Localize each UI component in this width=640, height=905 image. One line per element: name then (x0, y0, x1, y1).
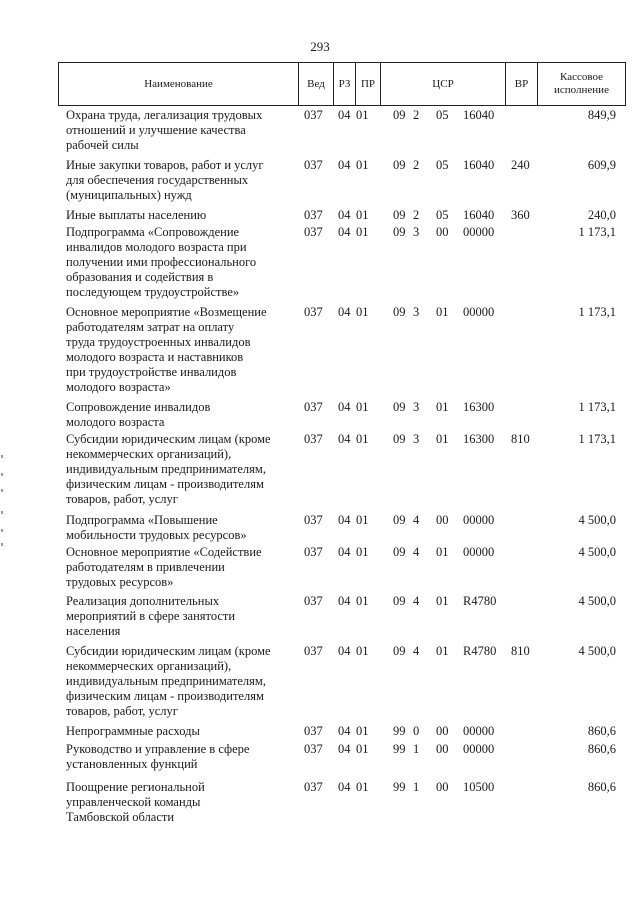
row-pr: 01 (356, 225, 369, 239)
row-pr: 01 (356, 305, 369, 319)
row-pr: 01 (356, 432, 369, 446)
row-name-line: молодого возраста (66, 415, 165, 429)
row-amount: 1 173,1 (578, 400, 616, 414)
row-name (66, 742, 296, 772)
header-pr: ПР (355, 63, 380, 105)
row-csr-event: 00 (436, 225, 449, 239)
row-ved: 037 (304, 158, 323, 172)
row-name-line: Реализация дополнительных (66, 594, 220, 608)
row-csr-subprogram: 4 (413, 594, 420, 608)
row-name-line: некоммерческих организаций), (66, 447, 232, 461)
row-csr-event: 01 (436, 432, 449, 446)
row-csr-event: 01 (436, 594, 449, 608)
row-pr: 01 (356, 780, 369, 794)
header-vr: ВР (505, 63, 537, 105)
row-name-line: населения (66, 624, 121, 638)
row-pr: 01 (356, 742, 369, 756)
row-csr-subprogram: 3 (413, 432, 420, 446)
row-name-line: мероприятий в сфере занятости (66, 609, 236, 623)
header-ved: Вед (298, 63, 333, 105)
row-name-line: трудовых ресурсов» (66, 575, 174, 589)
row-name-line: Подпрограмма «Сопровождение (66, 225, 240, 239)
row-amount: 1 173,1 (578, 305, 616, 319)
row-csr-event: 01 (436, 305, 449, 319)
row-name-line: Поощрение региональной (66, 780, 205, 794)
row-name-line: Основное мероприятие «Содействие (66, 545, 262, 559)
row-rz: 04 (338, 545, 351, 559)
row-csr-program: 09 (393, 225, 406, 239)
table-row (0, 108, 640, 153)
row-amount: 860,6 (587, 724, 616, 738)
row-name-line: инвалидов молодого возраста при (66, 240, 247, 254)
row-name-line: управленческой команды (66, 795, 201, 809)
row-csr-event: 00 (436, 513, 449, 527)
row-amount: 849,9 (587, 108, 616, 122)
table-row (0, 208, 640, 223)
row-csr-event: 01 (436, 545, 449, 559)
row-csr-subprogram: 4 (413, 545, 420, 559)
row-csr-subprogram: 3 (413, 305, 420, 319)
row-csr-subprogram: 2 (413, 158, 420, 172)
row-csr-program: 09 (393, 158, 406, 172)
row-ved: 037 (304, 545, 323, 559)
row-ved: 037 (304, 225, 323, 239)
row-csr-subprogram: 3 (413, 225, 420, 239)
row-vr: 360 (511, 208, 530, 222)
row-csr-program: 09 (393, 644, 406, 658)
row-amount: 4 500,0 (578, 545, 616, 559)
row-name-line: Непрограммные расходы (66, 724, 200, 738)
row-csr-direction: R4780 (463, 594, 497, 608)
row-name-line: Субсидии юридическим лицам (кроме (66, 432, 271, 446)
row-csr-program: 09 (393, 305, 406, 319)
row-name-line: при трудоустройстве инвалидов (66, 365, 237, 379)
row-rz: 04 (338, 400, 351, 414)
row-rz: 04 (338, 305, 351, 319)
row-ved: 037 (304, 513, 323, 527)
row-pr: 01 (356, 158, 369, 172)
row-csr-program: 09 (393, 594, 406, 608)
row-name (66, 545, 296, 590)
row-name-line: работодателям в привлечении (66, 560, 225, 574)
row-csr-subprogram: 1 (413, 742, 420, 756)
row-pr: 01 (356, 545, 369, 559)
row-name-line: товаров, работ, услуг (66, 704, 178, 718)
row-csr-direction: 16040 (463, 208, 495, 222)
row-csr-program: 09 (393, 208, 406, 222)
row-name-line: Основное мероприятие «Возмещение (66, 305, 267, 319)
table-row (0, 305, 640, 395)
row-csr-subprogram: 4 (413, 513, 420, 527)
row-amount: 1 173,1 (578, 225, 616, 239)
header-execution-line1: Кассовое (560, 71, 603, 83)
row-name-line: Иные закупки товаров, работ и услуг (66, 158, 264, 172)
row-name-line: индивидуальным предпринимателям, (66, 462, 266, 476)
row-csr-subprogram: 2 (413, 108, 420, 122)
row-pr: 01 (356, 513, 369, 527)
row-csr-direction: 16040 (463, 158, 495, 172)
row-pr: 01 (356, 400, 369, 414)
row-ved: 037 (304, 594, 323, 608)
row-name (66, 594, 296, 639)
row-name-line: молодого возраста» (66, 380, 171, 394)
row-name-line: последующем трудоустройстве» (66, 285, 240, 299)
row-ved: 037 (304, 305, 323, 319)
row-rz: 04 (338, 158, 351, 172)
row-amount: 4 500,0 (578, 644, 616, 658)
header-rz: РЗ (333, 63, 355, 105)
row-csr-program: 09 (393, 108, 406, 122)
row-csr-program: 09 (393, 513, 406, 527)
row-amount: 240,0 (587, 208, 616, 222)
row-pr: 01 (356, 108, 369, 122)
table-row (0, 724, 640, 739)
table-row (0, 400, 640, 430)
row-ved: 037 (304, 432, 323, 446)
row-ved: 037 (304, 780, 323, 794)
header-execution-line2: исполнение (554, 84, 609, 96)
row-csr-direction: 00000 (463, 305, 495, 319)
row-name-line: физическим лицам - производителям (66, 689, 264, 703)
row-csr-direction: 00000 (463, 225, 495, 239)
row-csr-subprogram: 2 (413, 208, 420, 222)
row-name-line: физическим лицам - производителям (66, 477, 264, 491)
row-vr: 240 (511, 158, 530, 172)
row-csr-event: 00 (436, 724, 449, 738)
row-csr-event: 05 (436, 108, 449, 122)
row-csr-direction: 16040 (463, 108, 495, 122)
row-rz: 04 (338, 780, 351, 794)
table-row (0, 545, 640, 590)
row-rz: 04 (338, 594, 351, 608)
row-csr-program: 09 (393, 432, 406, 446)
row-csr-direction: 00000 (463, 513, 495, 527)
row-csr-direction: 00000 (463, 742, 495, 756)
header-name: Наименование (144, 77, 213, 90)
row-name (66, 108, 296, 153)
row-name-line: товаров, работ, услуг (66, 492, 178, 506)
row-name-line: Тамбовской области (66, 810, 175, 824)
row-amount: 609,9 (587, 158, 616, 172)
page-number: 293 (310, 39, 330, 54)
row-amount: 860,6 (587, 742, 616, 756)
row-pr: 01 (356, 594, 369, 608)
row-csr-program: 09 (393, 545, 406, 559)
row-name-line: Подпрограмма «Повышение (66, 513, 218, 527)
row-csr-program: 99 (393, 724, 406, 738)
header-csr: ЦСР (380, 63, 505, 105)
row-name (66, 225, 296, 300)
scan-edge-marks (1, 455, 4, 545)
row-csr-program: 99 (393, 780, 406, 794)
row-csr-subprogram: 3 (413, 400, 420, 414)
row-name-line: работодателям затрат на оплату (66, 320, 235, 334)
row-name (66, 400, 296, 430)
row-ved: 037 (304, 742, 323, 756)
row-csr-event: 01 (436, 644, 449, 658)
row-pr: 01 (356, 644, 369, 658)
row-rz: 04 (338, 513, 351, 527)
row-name (66, 644, 296, 719)
table-row (0, 225, 640, 300)
row-name-line: индивидуальным предпринимателям, (66, 674, 266, 688)
row-name-line: Охрана труда, легализация трудовых (66, 108, 263, 122)
row-amount: 1 173,1 (578, 432, 616, 446)
row-ved: 037 (304, 644, 323, 658)
row-name-line: для обеспечения государственных (66, 173, 249, 187)
row-csr-event: 05 (436, 208, 449, 222)
row-ved: 037 (304, 400, 323, 414)
row-name-line: получении ими профессионального (66, 255, 257, 269)
row-rz: 04 (338, 225, 351, 239)
table-row (0, 780, 640, 825)
table-row (0, 644, 640, 719)
row-csr-direction: 16300 (463, 400, 495, 414)
row-name (66, 724, 296, 739)
row-name-line: мобильности трудовых ресурсов» (66, 528, 247, 542)
row-ved: 037 (304, 724, 323, 738)
row-rz: 04 (338, 432, 351, 446)
row-rz: 04 (338, 208, 351, 222)
row-csr-subprogram: 1 (413, 780, 420, 794)
row-vr: 810 (511, 644, 530, 658)
row-ved: 037 (304, 208, 323, 222)
table-row (0, 158, 640, 203)
row-name (66, 305, 296, 395)
header-execution (537, 63, 625, 105)
row-name-line: Руководство и управление в сфере (66, 742, 250, 756)
row-pr: 01 (356, 724, 369, 738)
row-name-line: Сопровождение инвалидов (66, 400, 211, 414)
row-name (66, 432, 296, 507)
row-csr-event: 05 (436, 158, 449, 172)
row-csr-program: 99 (393, 742, 406, 756)
row-csr-direction: 10500 (463, 780, 495, 794)
row-name-line: Иные выплаты населению (66, 208, 207, 222)
row-rz: 04 (338, 644, 351, 658)
row-csr-direction: R4780 (463, 644, 497, 658)
row-csr-event: 01 (436, 400, 449, 414)
row-name (66, 780, 296, 825)
row-name-line: рабочей силы (66, 138, 139, 152)
row-rz: 04 (338, 724, 351, 738)
row-amount: 860,6 (587, 780, 616, 794)
row-name-line: некоммерческих организаций), (66, 659, 232, 673)
row-csr-event: 00 (436, 742, 449, 756)
row-pr: 01 (356, 208, 369, 222)
row-csr-program: 09 (393, 400, 406, 414)
row-csr-direction: 16300 (463, 432, 495, 446)
row-name-line: молодого возраста и наставников (66, 350, 244, 364)
row-name-line: установленных функций (66, 757, 198, 771)
table-header (58, 62, 626, 106)
row-name (66, 513, 296, 543)
table-row (0, 432, 640, 507)
table-row (0, 594, 640, 639)
row-name-line: Субсидии юридическим лицам (кроме (66, 644, 271, 658)
row-rz: 04 (338, 108, 351, 122)
row-amount: 4 500,0 (578, 594, 616, 608)
table-row (0, 742, 640, 772)
row-vr: 810 (511, 432, 530, 446)
row-amount: 4 500,0 (578, 513, 616, 527)
row-name-line: труда трудоустроенных инвалидов (66, 335, 251, 349)
row-name-line: (муниципальных) нужд (66, 188, 192, 202)
row-name-line: отношений и улучшение качества (66, 123, 246, 137)
row-csr-direction: 00000 (463, 724, 495, 738)
row-csr-subprogram: 4 (413, 644, 420, 658)
row-csr-subprogram: 0 (413, 724, 420, 738)
row-name-line: образования и содействия в (66, 270, 214, 284)
row-csr-event: 00 (436, 780, 449, 794)
row-name (66, 208, 296, 223)
table-row (0, 513, 640, 543)
row-ved: 037 (304, 108, 323, 122)
row-name (66, 158, 296, 203)
row-rz: 04 (338, 742, 351, 756)
row-csr-direction: 00000 (463, 545, 495, 559)
